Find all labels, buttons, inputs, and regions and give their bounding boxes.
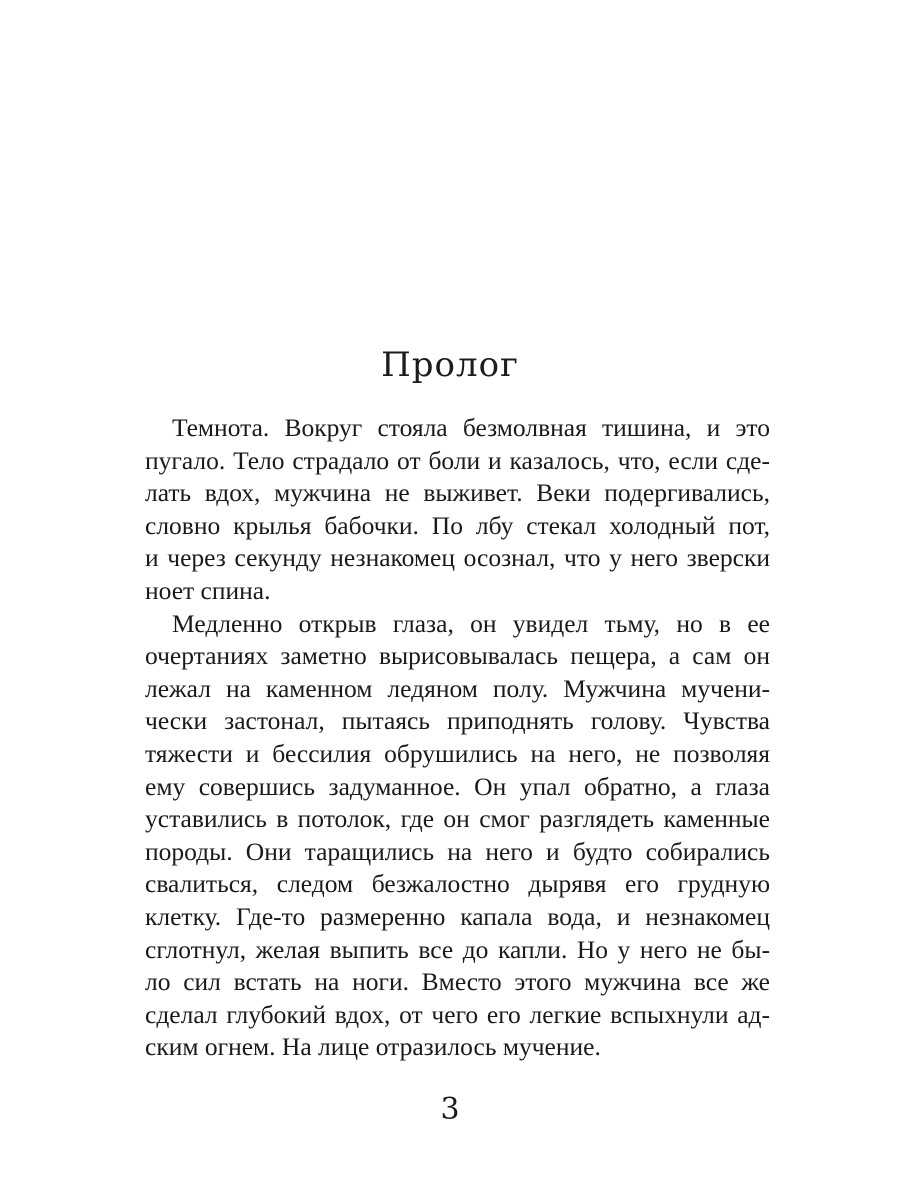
text-line: тяжести и бессилия обрушились на него, не позволяя: [145, 738, 770, 768]
text-line: породы. Они таращились на него и будто собирались: [145, 836, 770, 866]
text-line: ему совершись задуманное. Он упал обратно, а глаза: [145, 771, 770, 801]
text-line: очертаниях заметно вырисовывалась пещера, а сам он: [145, 641, 770, 671]
text-line: чески застонал, пытаясь приподнять голову. Чувства: [145, 706, 770, 736]
text-line: Темнота. Вокруг стояла безмолвная тишина, и это: [172, 413, 770, 442]
text-line: свалиться, следом безжалостно дырявя его грудную: [145, 869, 770, 899]
text-line: лать вдох, мужчина не выживет. Веки подергивались,: [145, 478, 770, 508]
text-line: сделал глубокий вдох, от чего его легкие вспыхнули ад-: [145, 999, 770, 1029]
text-line: лежал на каменном ледяном полу. Мужчина мучени-: [145, 673, 770, 703]
page-number: 3: [440, 1092, 460, 1127]
text-line: ноет спина.: [145, 575, 271, 605]
text-line: и через секунду незнакомец осознал, что у него зверски: [145, 543, 770, 573]
text-line: Медленно открыв глаза, он увидел тьму, но в ее: [172, 608, 770, 638]
text-line: пугало. Тело страдало от боли и казалось, что, если сде-: [145, 445, 770, 475]
body-text: [145, 412, 770, 1064]
paragraph: [145, 608, 770, 1064]
text-line: словно крылья бабочки. По лбу стекал холодный пот,: [145, 510, 770, 540]
text-line: клетку. Где-то размеренно капала вода, и незнакомец: [145, 901, 770, 931]
text-line: ло сил встать на ноги. Вместо этого мужчина все же: [145, 967, 770, 997]
text-line: ским огнем. На лице отразилось мучение.: [145, 1032, 601, 1062]
text-line: сглотнул, желая выпить все до капли. Но у него не бы-: [145, 934, 770, 964]
paragraph: [145, 412, 770, 608]
chapter-title: Пролог: [381, 345, 519, 385]
text-line: уставились в потолок, где он смог разглядеть каменные: [145, 804, 770, 834]
